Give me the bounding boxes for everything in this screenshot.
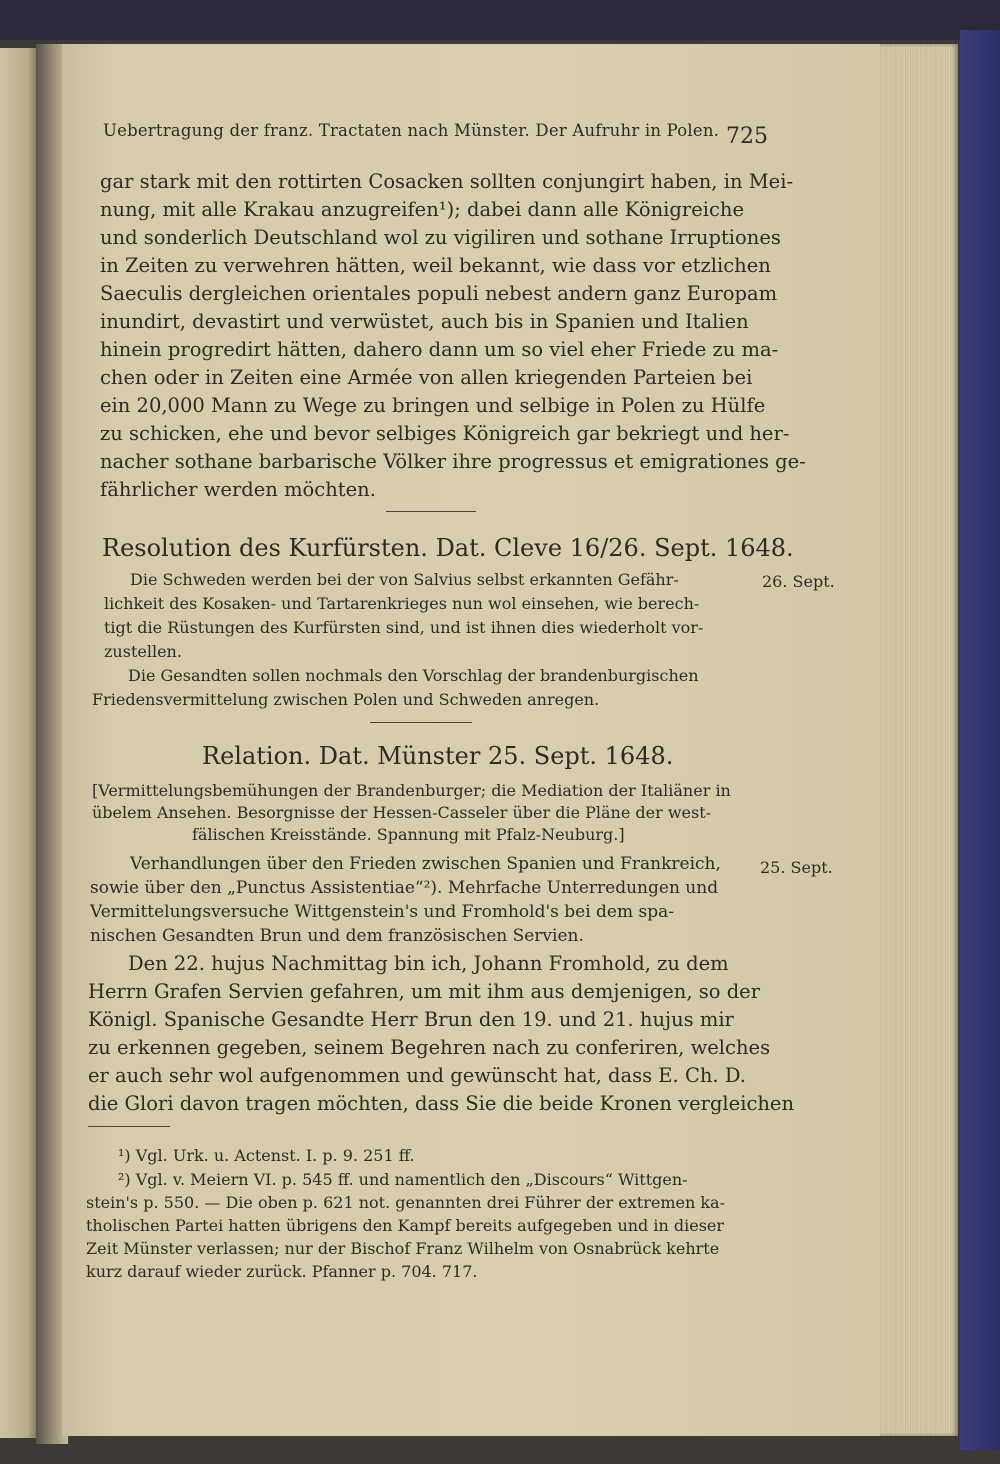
body-line: nung, mit alle Krakau anzugreifen¹); dabei dann alle Königreiche: [100, 198, 744, 221]
book-cover-top: [0, 0, 1000, 40]
relation-text-line: zu erkennen gegeben, seinem Begehren nach zu conferiren, welches: [88, 1036, 771, 1059]
relation-text-line: er auch sehr wol aufgenommen und gewünscht hat, dass E. Ch. D.: [88, 1064, 746, 1087]
resolution-line: zustellen.: [104, 642, 182, 661]
resolution-line: lichkeit des Kosaken- und Tartarenkrieges nun wol einsehen, wie berech-: [104, 594, 700, 613]
footnote-line: tholischen Partei hatten übrigens den Kampf bereits aufgegeben und in dieser: [86, 1216, 725, 1235]
footnote-rule: [88, 1126, 170, 1127]
page-number: 725: [726, 124, 768, 149]
body-line: Saeculis dergleichen orientales populi nebest andern ganz Europam: [100, 282, 778, 305]
section-divider: [370, 722, 472, 723]
footnote-line: kurz darauf wieder zurück. Pfanner p. 704. 717.: [86, 1262, 478, 1281]
relation-text-line: Herrn Grafen Servien gefahren, um mit ihm aus demjenigen, so der: [88, 980, 761, 1003]
body-line: zu schicken, ehe und bevor selbiges Königreich gar bekriegt und her-: [100, 422, 790, 445]
footnote-line: Zeit Münster verlassen; nur der Bischof Franz Wilhelm von Osnabrück kehrte: [86, 1239, 720, 1258]
margin-date: 25. Sept.: [760, 858, 833, 877]
running-head: Uebertragung der franz. Tractaten nach Münster. Der Aufruhr in Polen.: [103, 121, 720, 140]
relation-text-line: Den 22. hujus Nachmittag bin ich, Johann Fromhold, zu dem: [128, 952, 729, 975]
body-line: chen oder in Zeiten eine Armée von allen kriegenden Parteien bei: [100, 366, 753, 389]
abstract-line: nischen Gesandten Brun und dem französischen Servien.: [90, 926, 584, 946]
body-line: hinein progredirt hätten, dahero dann um so viel eher Friede zu ma-: [100, 338, 779, 361]
section-heading-resolution: Resolution des Kurfürsten. Dat. Cleve 16/26. Sept. 1648.: [102, 534, 794, 562]
body-line: fährlicher werden möchten.: [100, 478, 376, 501]
resolution-line: tigt die Rüstungen des Kurfürsten sind, und ist ihnen dies wiederholt vor-: [104, 618, 704, 637]
abstract-line: Verhandlungen über den Frieden zwischen Spanien und Frankreich,: [130, 854, 721, 874]
body-line: inundirt, devastirt und verwüstet, auch bis in Spanien und Italien: [100, 310, 749, 333]
footnote-line: ¹) Vgl. Urk. u. Actenst. I. p. 9. 251 ff.: [118, 1146, 415, 1165]
relation-text-line: Königl. Spanische Gesandte Herr Brun den 19. und 21. hujus mir: [88, 1008, 734, 1031]
section-heading-relation: Relation. Dat. Münster 25. Sept. 1648.: [202, 742, 674, 770]
footnote-line: ²) Vgl. v. Meiern VI. p. 545 ff. und namentlich den „Discours“ Wittgen-: [118, 1170, 688, 1189]
resolution-line: Friedensvermittelung zwischen Polen und Schweden anregen.: [92, 690, 600, 709]
body-line: in Zeiten zu verwehren hätten, weil bekannt, wie dass vor etzlichen: [100, 254, 771, 277]
body-line: und sonderlich Deutschland wol zu vigiliren und sothane Irruptiones: [100, 226, 781, 249]
margin-date: 26. Sept.: [762, 572, 835, 591]
relation-text-line: die Glori davon tragen möchten, dass Sie die beide Kronen vergleichen: [88, 1092, 795, 1115]
summary-line: fälischen Kreisstände. Spannung mit Pfalz-Neuburg.]: [192, 825, 625, 844]
footnote-line: stein's p. 550. — Die oben p. 621 not. genannten drei Führer der extremen ka-: [86, 1193, 725, 1212]
book-cover-right: [960, 30, 1000, 1450]
body-line: ein 20,000 Mann zu Wege zu bringen und selbige in Polen zu Hülfe: [100, 394, 766, 417]
abstract-line: Vermittelungsversuche Wittgenstein's und Fromhold's bei dem spa-: [90, 902, 674, 922]
body-line: nacher sothane barbarische Völker ihre progressus et emigrationes ge-: [100, 450, 806, 473]
left-page-edge: [0, 48, 40, 1438]
abstract-line: sowie über den „Punctus Assistentiae“²). Mehrfache Unterredungen und: [90, 878, 719, 898]
page-stack-edges: [876, 44, 958, 1436]
summary-line: [Vermittelungsbemühungen der Brandenburger; die Mediation der Italiäner in: [92, 781, 731, 800]
section-divider: [386, 511, 476, 512]
resolution-line: Die Schweden werden bei der von Salvius selbst erkannten Gefähr-: [130, 570, 679, 589]
summary-line: übelem Ansehen. Besorgnisse der Hessen-Casseler über die Pläne der west-: [92, 803, 712, 822]
body-line: gar stark mit den rottirten Cosacken sollten conjungirt haben, in Mei-: [100, 170, 794, 193]
resolution-line: Die Gesandten sollen nochmals den Vorschlag der brandenburgischen: [128, 666, 699, 685]
